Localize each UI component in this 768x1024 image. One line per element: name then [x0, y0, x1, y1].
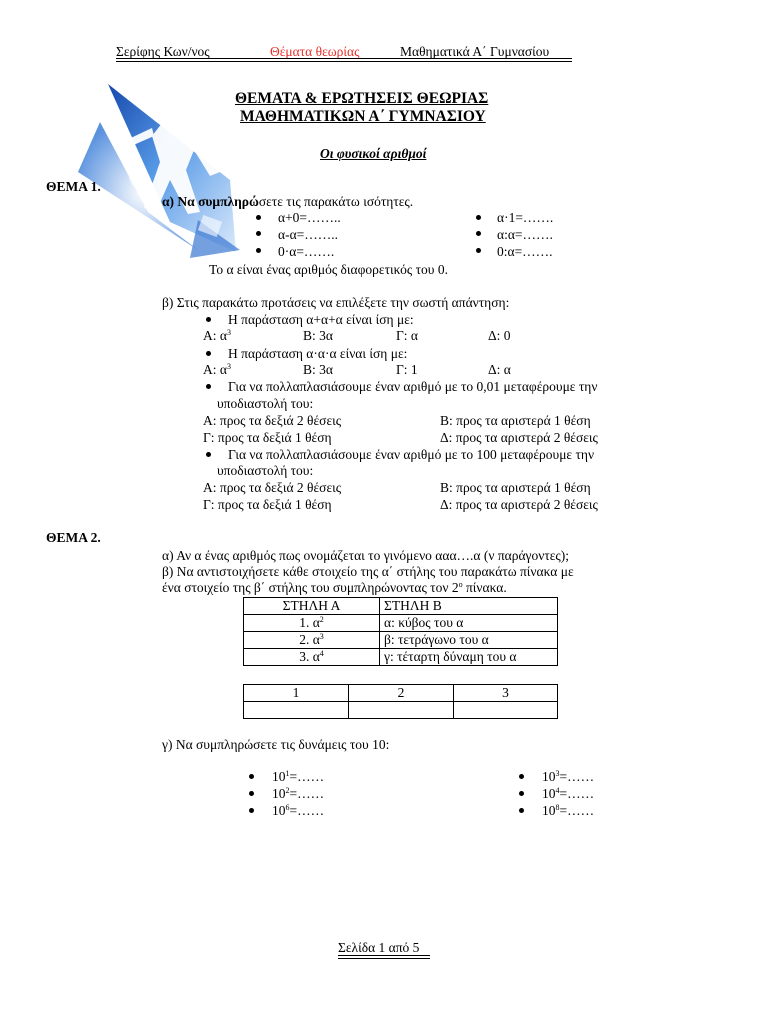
bullet [249, 774, 254, 779]
table-cell: 2. $\alpha^3$ [244, 632, 380, 649]
page-number: Σελίδα 1 από 5 [338, 940, 420, 955]
bullet [206, 384, 211, 389]
equality-item: α+0=…….. [278, 210, 341, 225]
power-item: $10^4=\dots\dots$ [542, 786, 595, 801]
answer-option-D: Δ: προς τα αριστερά 2 θέσεις [440, 430, 598, 445]
answer-option-A: Α: προς τα δεξιά 2 θέσεις [203, 480, 342, 495]
answer-option-A: Α: $\alpha^3$ [203, 328, 231, 343]
table-cell: β: τετράγωνο του α [380, 632, 558, 649]
answer-option-C: Γ: προς τα δεξιά 1 θέση [203, 497, 332, 512]
question-text: Η παράσταση α·α·α είναι ίση με: [228, 346, 408, 361]
answer-option-D: Δ: 0 [488, 328, 511, 343]
thema2-b-line2: ένα στοιχείο της β΄ στήλης του συμπληρώνοντας τον $2^o$ πίνακα. [162, 580, 507, 595]
table-header-cell: ΣΤΗΛΗ Β [380, 598, 558, 615]
thema2-b-line1: β) Να αντιστοιχήσετε κάθε στοιχείο της α΄ στήλης του παρακάτω πίνακα με [162, 564, 574, 579]
bullet [476, 248, 481, 253]
question-text: Για να πολλαπλασιάσουμε έναν αριθμό με το 0,01 μεταφέρουμε την [228, 379, 598, 394]
answer-option-C: Γ: 1 [396, 362, 418, 377]
bullet [249, 808, 254, 813]
answer-option-D: Δ: προς τα αριστερά 2 θέσεις [440, 497, 598, 512]
header-rule-2 [116, 61, 572, 62]
answer-cell[interactable] [454, 702, 558, 719]
question-text-cont: υποδιαστολή του: [217, 463, 314, 478]
answer-option-B: Β: προς τα αριστερά 1 θέση [440, 413, 591, 428]
bullet [256, 231, 261, 236]
thema1-label: ΘΕΜΑ 1. [46, 179, 101, 194]
header-subject: Μαθηματικά Α΄ Γυμνασίου [400, 44, 550, 59]
section-subtitle: Οι φυσικοί αριθμοί [320, 146, 427, 161]
thema1-a-instruction [162, 194, 413, 210]
answer-option-C: Γ: α [396, 328, 419, 343]
table-row [244, 632, 558, 649]
bullet [249, 791, 254, 796]
table-cell: 1. $\alpha^2$ [244, 615, 380, 632]
table-cell: α: κύβος του α [380, 615, 558, 632]
bullet [519, 791, 524, 796]
answer-option-A: Α: προς τα δεξιά 2 θέσεις [203, 413, 342, 428]
equality-item: 0·α=……. [278, 244, 335, 259]
question-text: Η παράσταση α+α+α είναι ίση με: [228, 312, 414, 327]
header-author: Σερίφης Κων/νος [116, 44, 210, 59]
matching-table [243, 597, 558, 666]
table-header-cell: 3 [454, 685, 558, 702]
table-row [244, 615, 558, 632]
thema1-a-bold: α) Να συμπληρώ [162, 194, 259, 209]
footer-rule [338, 955, 430, 956]
bullet [256, 248, 261, 253]
power-item: $10^2=\dots\dots$ [272, 786, 325, 801]
thema2-c: γ) Να συμπληρώσετε τις δυνάμεις του 10: [162, 737, 390, 752]
equality-item: α-α=…….. [278, 227, 339, 242]
question-text: Για να πολλαπλασιάσουμε έναν αριθμό με το 100 μεταφέρουμε την [228, 447, 595, 462]
bullet [256, 215, 261, 220]
answer-option-B: Β: προς τα αριστερά 1 θέση [440, 480, 591, 495]
thema2-label: ΘΕΜΑ 2. [46, 530, 101, 545]
thema1-note: Το α είναι ένας αριθμός διαφορετικός του 0. [209, 262, 448, 277]
footer-rule-2 [338, 958, 430, 959]
bullet [206, 452, 211, 457]
answer-option-B: Β: 3α [303, 362, 333, 377]
bullet [206, 317, 211, 322]
power-item: $10^3=\dots\dots$ [542, 769, 595, 784]
table-header-cell: 2 [349, 685, 454, 702]
answer-option-A: Α: $\alpha^3$ [203, 362, 231, 377]
bullet [519, 808, 524, 813]
answer-cell[interactable] [244, 702, 349, 719]
thema1-b-intro: β) Στις παρακάτω προτάσεις να επιλέξετε την σωστή απάντηση: [162, 295, 510, 310]
thema2-a: α) Αν α ένας αριθμός πως ονομάζεται το γινόμενο ααα….α (ν παράγοντες); [162, 548, 570, 563]
power-item: $10^6=\dots\dots$ [272, 803, 325, 818]
header-rule [116, 58, 572, 59]
table-row[interactable] [244, 702, 558, 719]
table-header-row [244, 598, 558, 615]
answer-option-C: Γ: προς τα δεξιά 1 θέση [203, 430, 332, 445]
answer-table [243, 684, 558, 719]
table-cell: 3. $\alpha^4$ [244, 649, 380, 666]
page-title-line2: ΜΑΘΗΜΑΤΙΚΩΝ Α΄ ΓΥΜΝΑΣΙΟΥ [240, 108, 486, 125]
header-topic: Θέματα θεωρίας [270, 44, 360, 59]
question-text-cont: υποδιαστολή του: [217, 396, 314, 411]
bullet [206, 351, 211, 356]
equality-item: 0:α=……. [497, 244, 553, 259]
power-item: $10^8=\dots\dots$ [542, 803, 595, 818]
equality-item: α:α=……. [497, 227, 553, 242]
table-cell: γ: τέταρτη δύναμη του α [380, 649, 558, 666]
bullet [476, 215, 481, 220]
page-title: ΘΕΜΑΤΑ & ΕΡΩΤΗΣΕΙΣ ΘΕΩΡΙΑΣ [235, 90, 489, 107]
bullet [519, 774, 524, 779]
thema1-a-rest: σετε τις παρακάτω ισότητες. [258, 194, 414, 209]
table-header-cell: ΣΤΗΛΗ Α [244, 598, 380, 615]
table-row [244, 649, 558, 666]
answer-option-D: Δ: α [488, 362, 511, 377]
power-item: $10^1=\dots\dots$ [272, 769, 325, 784]
answer-option-B: Β: 3α [303, 328, 333, 343]
equality-item: α·1=……. [497, 210, 554, 225]
table-header-cell: 1 [244, 685, 349, 702]
bullet [476, 231, 481, 236]
answer-cell[interactable] [349, 702, 454, 719]
table-header-row [244, 685, 558, 702]
